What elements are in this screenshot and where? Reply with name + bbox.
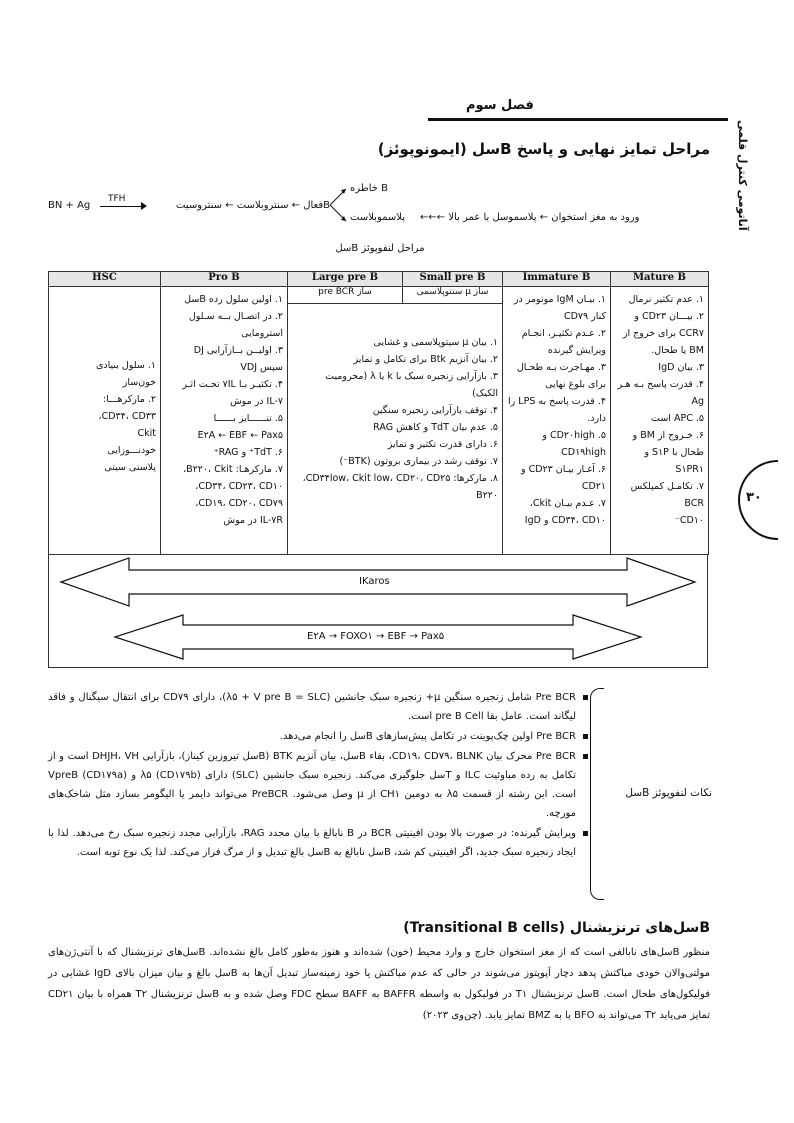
pathway-start: BN + Ag — [48, 200, 91, 211]
cell-immature-b: ۱. بیـان IgM مونومر در کنار CD۷۹ ۲. عـدم تکثیـر، انجـام ویرایش گیرنده ۳. مهـاجرت بـه طحـال برای بلوغ نهایی ۴. قدرت پاسخ به LPS را دارد. ۵. CD۲۰high و CD۱۹high ۶. آغـاز بیـان CD۲۳ و CD۲۱ ۷. عـدم بیـان Ckit، CD۳۴، CD۱۰ و IgD — [503, 287, 611, 555]
header-immature-b: Immature B — [503, 272, 611, 287]
section-body: منظور Bسل‌های نابالغی است که از مغز استخوان خارج و وارد محیط (خون) شده‌اند و هنوز به‌طور کامل بالغ نشده‌اند. Bسل‌های ترنزیشنال که با آنتی‌ژن‌های مولتی‌والان خودی مباکتش پدهد دچار آپوپتوز می‌شوند در حالی که عدم مباکتش یا خود زمینه‌ساز تبدیل آن‌ها به Bسل بالغ و بیان میزان بالای IgD غشایی در فولیکول‌های طحال است. Bسل ترنزیشنال T۱ در فولیکول به واسطه BAFFR به BAFF سطح FDC وصل شده و به Bسل ترنزیشنال T۲ همراه با بیان CD۲۱ تمایز می‌یابد T۲ می‌تواند به BFO یا به BMZ تمایز یابد. (چن‌وی ۲۰۲۳) — [48, 947, 710, 1021]
notes-bracket — [590, 688, 604, 900]
header-hsc: HSC — [49, 272, 161, 287]
pathway-sequence-1: Bفعال ← سنتروبلاست ← سنتروسیت — [176, 200, 330, 211]
note-item: Pre BCR محرک بیان CD۱۹، CD۷۹، BLNK، بقاء Bسل، بیان آنزیم BTK (Bسل تیروزین کیناز)، بازآرایی DHJH، VH است و از تکامل به رده مباوئیت ILC و Tسل جلوگیری می‌کند. زنجیره سبک جانشین (SLC) دارای λ۵ (CD۱۷۹b) و VpreB (CD۱۷۹a) است. این رشته از قسمت λ۵ به دومین CH۱ از μ وصل می‌شود. PreBCR می‌تواند دایمر یا الیگومر بسازد مثل شاخک‌های مورچه. — [48, 747, 588, 823]
cell-pre-b-shared: ۱. بیان μ سیتوپلاسمی و غشایی ۲. بیان آنزیم Btk برای تکامل و تمایز ۳. بازآرایی زنجیره سبک با k یا λ (محرومیت الکیک) ۴. توقف بازآرایی زنجیره سنگین ۵. عدم بیان TdT و کاهش RAG ۶. دارای قدرت تکثیر و تمایز ۷. توقف رشد در بیماری بروتون (BTK⁻) ۸. مارکرها: CD۳۴low، Ckit low، CD۲۰، CD۲۵، B۲۲۰ — [288, 304, 503, 555]
cell-pro-b: ۱. اولین سلول رده Bسل ۲. در اتصـال بــه سـلول استرومایی ۳. اولیــن بــازآرایی DJ سپس VDJ ۴. تکثیـر بـا ۷IL تحـت اثـر IL-۷ در موش ۵. تنــــــایز بــــــا E۲A ← EBF ← Pax۵ ۶. TdT⁺ و RAG⁺ ۷. مارکرهـا: B۲۲۰، Ckit، CD۳۴، CD۲۳، CD۱۰، CD۱۹، CD۲۰، CD۷۹، IL-۷R در موش — [161, 287, 288, 555]
header-large-pre-b: Large pre B — [288, 272, 403, 287]
note-item: ویرایش گیرنده: در صورت بالا بودن افینیتی BCR در B نابالغ با بیان مجدد RAG، بازآرایی مجدد زنجیره سبک رخ می‌دهد. لذا با ایجاد زنجیره سبک جدید، اگر افینیتی کم شد، Bسل نابالغ به Bسل بالغ تبدیل و از مرگ فرار می‌کند. لذا یک نوع توبه است. — [48, 824, 588, 862]
side-running-title: آناتومی کنترل قلمی — [736, 120, 749, 231]
sub-small-pre-b: ساز μ سنتوپلاسمی — [403, 287, 503, 304]
section-title: Bسل‌های ترنزیشنال (Transitional B cells) — [403, 920, 710, 936]
note-item: Pre BCR اولین چک‌پوینت در تکامل پیش‌سازهای Bسل را انجام می‌دهد. — [48, 727, 588, 746]
header-small-pre-b: Small pre B — [403, 272, 503, 287]
tf-chain-label: E۲A → FOXO۱ → EBF → Pax۵ — [307, 631, 445, 642]
cell-hsc: ۱. سلول بنیادی خون‌ساز ۲. مارکرهـــا: CD۳۴، CD۳۳، Ckit خودنـــوزایی پلاستی سیتی — [49, 287, 161, 555]
transcription-factor-diagram — [48, 554, 708, 668]
pathway-tfh-line — [100, 206, 144, 207]
pathway-tfh-label: TFH — [108, 194, 126, 204]
header-rule — [428, 118, 728, 121]
pathway-sequence-2: ورود به مغز استخوان ← پلاسموسل با عمر بالا ←←← — [420, 212, 640, 223]
header-pro-b: Pro B — [161, 272, 288, 287]
pathway-memory: B خاطره — [350, 183, 388, 194]
lymphopoiesis-notes — [48, 688, 588, 863]
sub-large-pre-b: ساز pre BCR — [288, 287, 403, 304]
header-mature-b: Mature B — [611, 272, 709, 287]
pathway-plasmablast: پلاسموبلاست — [350, 212, 406, 223]
pathway-fork — [328, 185, 350, 225]
notes-side-label: نکات لنفوپوئز Bسل — [625, 787, 712, 799]
page-title: مراحل تمایز نهایی و پاسخ Bسل (ایمونوپوئز) — [377, 140, 710, 158]
cell-mature-b: ۱. عدم تکثیر نرمال ۲. بیـــان CD۲۳ و CCR۷ برای خروج از BM یا طحال. ۳. بیان IgD ۴. قدرت پاسخ بـه هـر Ag ۵. APC است ۶. خـروج از BM و طحال با S۱P و S۱PR۱ ۷. تکامـل کمپلکس BCR CD۱۰⁻ — [611, 287, 709, 555]
page-number: ۳۰ — [746, 490, 762, 505]
ikaros-label: IKaros — [359, 576, 390, 587]
arrow-right-icon — [141, 202, 147, 210]
pathway-caption: مراحل لنفوپوئز Bسل — [335, 243, 425, 254]
note-item: Pre BCR شامل زنجیره سنگین μ+ زنجیره سبک جانشین (λ۵ + V pre B = SLC)، دارای CD۷۹ برای انتقال سیگنال و فاقد لیگاند است. عامل بقا pre B Cell است. — [48, 688, 588, 726]
double-arrows — [49, 555, 707, 667]
chapter-label: فصل سوم — [466, 98, 534, 113]
maturation-table — [48, 271, 709, 555]
